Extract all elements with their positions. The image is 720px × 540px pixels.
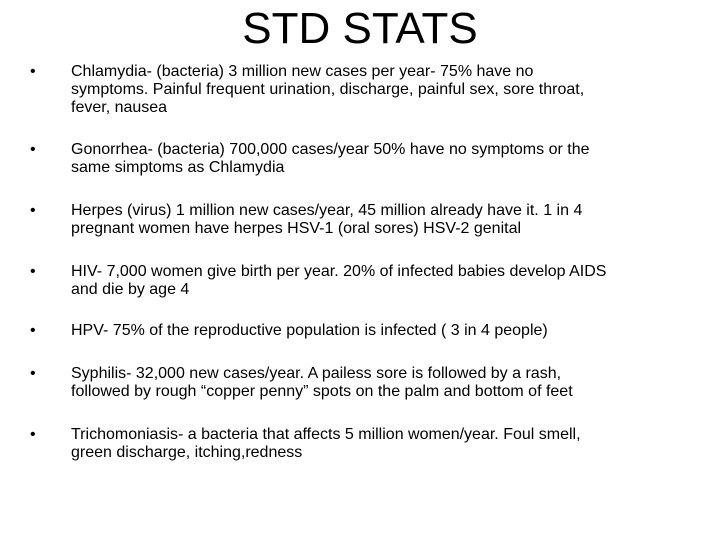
bullet-text: Syphilis- 32,000 new cases/year. A pailess sore is followed by a rash, followed by rough “copper penny” spots on the palm and bottom of feet	[71, 365, 573, 400]
bullet-item-gonorrhea	[30, 141, 690, 177]
bullet-icon: •	[30, 365, 36, 382]
bullet-item-hiv	[30, 263, 690, 299]
bullet-icon: •	[30, 141, 36, 158]
bullet-item-hpv	[30, 322, 690, 340]
bullet-item-trichomoniasis	[30, 426, 690, 462]
bullet-text: HIV- 7,000 women give birth per year. 20% of infected babies develop AIDS and die by age 4	[71, 263, 607, 298]
slide-title: STD STATS	[242, 4, 478, 53]
bullet-item-herpes	[30, 202, 690, 238]
bullet-text: Chlamydia- (bacteria) 3 million new cases per year- 75% have no symptoms. Painful frequent urination, discharge, painful sex, sore throat, fever, nausea	[71, 63, 585, 116]
bullet-icon: •	[30, 263, 36, 280]
bullet-icon: •	[30, 202, 36, 219]
bullet-item-syphilis	[30, 365, 690, 401]
bullet-text: Trichomoniasis- a bacteria that affects 5 million women/year. Foul smell, green discharge, itching,redness	[71, 426, 581, 461]
bullet-icon: •	[30, 322, 36, 339]
bullet-item-chlamydia	[30, 63, 690, 117]
bullet-text: Herpes (virus) 1 million new cases/year, 45 million already have it. 1 in 4 pregnant women have herpes HSV-1 (oral sores) HSV-2 genital	[71, 202, 583, 237]
bullet-icon: •	[30, 63, 36, 80]
bullet-icon: •	[30, 426, 36, 443]
bullet-text: Gonorrhea- (bacteria) 700,000 cases/year 50% have no symptoms or the same simptoms as Chlamydia	[71, 141, 590, 176]
bullet-text: HPV- 75% of the reproductive population is infected ( 3 in 4 people)	[71, 322, 548, 339]
